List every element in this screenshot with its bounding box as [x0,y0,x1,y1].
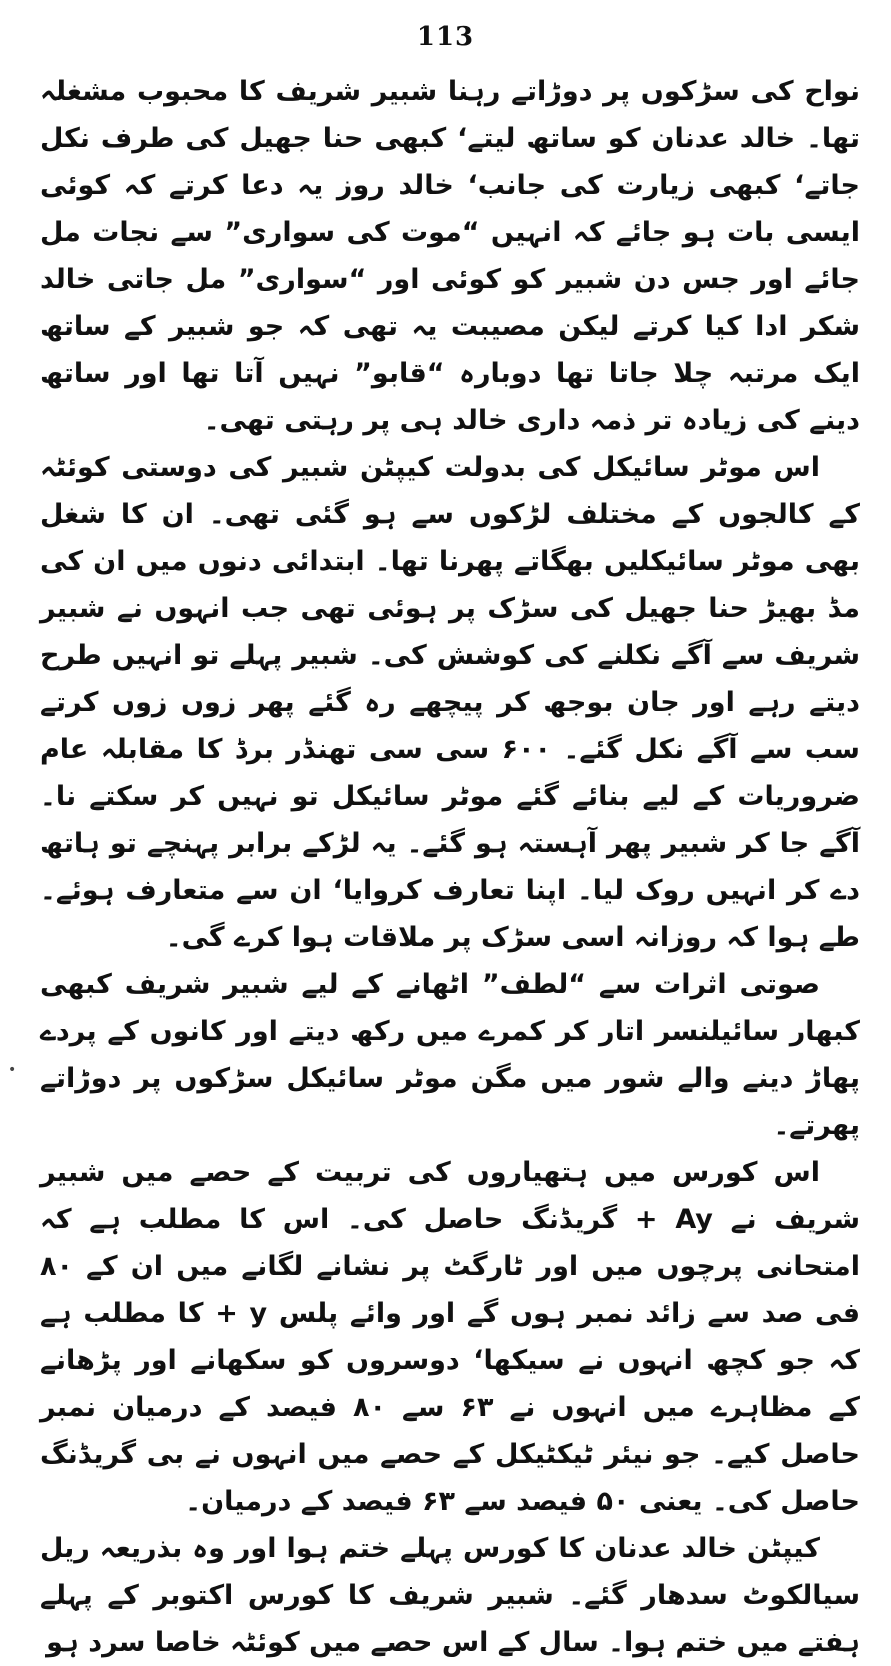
paragraph-3: صوتی اثرات سے “لطف” اٹھانے کے لیے شبیر شریف کبھی کبھار سائیلنسر اتار کر کمرے میں رکھ دیتے اور کانوں کے پردے پھاڑ دینے والے شور میں مگن موٹر سائیکل سڑکوں پر دوڑاتے پھرتے۔ [40,969,860,1141]
paragraph-4: اس کورس میں ہتھیاروں کی تربیت کے حصے میں شبیر شریف نے Ay + گریڈنگ حاصل کی۔ اس کا مطلب ہے کہ امتحانی پرچوں میں اور ٹارگٹ پر نشانے لگانے میں ان کے ۸۰ فی صد سے زائد نمبر ہوں گے اور وائے پلس y + کا مطلب ہے کہ جو کچھ انہوں نے سیکھا‘ دوسروں کو سکھانے اور پڑھانے کے مظاہرے میں انہوں نے ۶۳ سے ۸۰ فیصد کے درمیان نمبر حاصل کیے۔ جو نیئر ٹیکٹیکل کے حصے میں انہوں نے بی گریڈنگ حاصل کی۔ یعنی ۵۰ فیصد سے ۶۳ فیصد کے درمیان۔ [40,1157,860,1517]
margin-mark-icon: • [8,1062,17,1078]
paragraph-5: کیپٹن خالد عدنان کا کورس پہلے ختم ہوا اور وہ بذریعہ ریل سیالکوٹ سدھار گئے۔ شبیر شریف کا کورس اکتوبر کے پہلے ہفتے میں ختم ہوا۔ سال کے اس حصے میں کوئٹہ خاصا سرد ہو [40,1533,860,1658]
paragraph-1: نواح کی سڑکوں پر دوڑاتے رہنا شبیر شریف کا محبوب مشغلہ تھا۔ خالد عدنان کو ساتھ لیتے‘ کبھی حنا جھیل کی طرف نکل جاتے‘ کبھی زیارت کی جانب‘ خالد روز یہ دعا کرتے کہ کوئی ایسی بات ہو جائے کہ انہیں “موت کی سواری” سے نجات مل جائے اور جس دن شبیر کو کوئی اور “سواری” مل جاتی خالد شکر ادا کیا کرتے لیکن مصیبت یہ تھی کہ جو شبیر کے ساتھ ایک مرتبہ چلا جاتا تھا دوبارہ “قابو” نہیں آتا تھا اور ساتھ دینے کی زیادہ تر ذمہ داری خالد ہی پر رہتی تھی۔ [40,76,860,436]
page-number: 113 [416,22,475,52]
paragraph-2: اس موٹر سائیکل کی بدولت کیپٹن شبیر کی دوستی کوئٹہ کے کالجوں کے مختلف لڑکوں سے ہو گئی تھی۔ ان کا شغل بھی موٹر سائیکلیں بھگاتے پھرنا تھا۔ ابتدائی دنوں میں ان کی مڈ بھیڑ حنا جھیل کی سڑک پر ہوئی تھی جب انہوں نے شبیر شریف سے آگے نکلنے کی کوشش کی۔ شبیر پہلے تو انہیں طرح دیتے رہے اور جان بوجھ کر پیچھے رہ گئے پھر زوں زوں کرتے سب سے آگے نکل گئے۔ ۶۰۰ سی سی تھنڈر برڈ کا مقابلہ عام ضروریات کے لیے بنائے گئے موٹر سائیکل تو نہیں کر سکتے نا۔ آگے جا کر شبیر پھر آہستہ ہو گئے۔ یہ لڑکے برابر پہنچے تو ہاتھ دے کر انہیں روک لیا۔ اپنا تعارف کروایا‘ ان سے متعارف ہوئے۔ طے ہوا کہ روزانہ اسی سڑک پر ملاقات ہوا کرے گی۔ [40,452,860,953]
body-text [40,68,860,1666]
